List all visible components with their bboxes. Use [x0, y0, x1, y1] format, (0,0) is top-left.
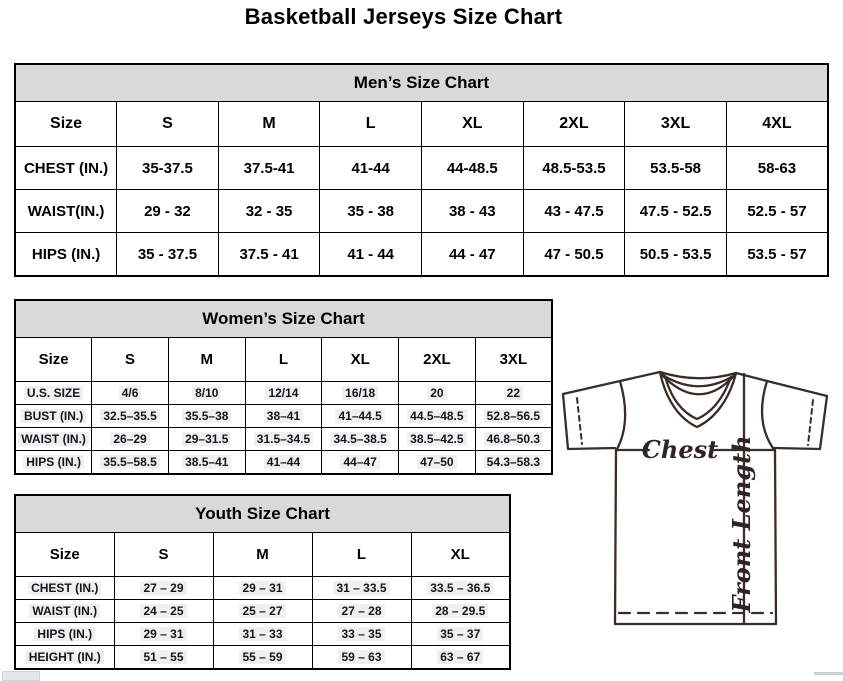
size-value: 50.5 - 53.5 [625, 233, 727, 277]
womens-size-chart [14, 299, 553, 475]
jersey-diagram-svg [553, 361, 838, 631]
size-value: 35.5–38 [168, 405, 245, 428]
table-row [15, 428, 552, 451]
size-value: 38.5–42.5 [399, 428, 476, 451]
table-title: Youth Size Chart [15, 495, 510, 533]
size-value: 37.5-41 [218, 147, 320, 190]
col-header: S [114, 533, 213, 577]
left-armhole-seam [616, 381, 625, 451]
size-value: 38–41 [245, 405, 322, 428]
left-sleeve-outline [563, 381, 620, 449]
row-label: U.S. SIZE [15, 382, 92, 405]
row-label: CHEST (IN.) [15, 577, 114, 600]
col-header: L [245, 338, 322, 382]
col-header: XL [411, 533, 510, 577]
size-value: 53.5-58 [625, 147, 727, 190]
col-header: Size [15, 533, 114, 577]
size-value: 41-44 [320, 147, 422, 190]
size-value: 33.5 – 36.5 [411, 577, 510, 600]
table-row [15, 233, 828, 277]
page-title: Basketball Jerseys Size Chart [244, 4, 563, 29]
size-value: 16/18 [322, 382, 399, 405]
table-title: Women’s Size Chart [15, 300, 552, 338]
right-shoulder-seam [736, 373, 767, 381]
size-value: 46.8–50.3 [475, 428, 552, 451]
size-value: 41–44 [245, 451, 322, 475]
size-value: 44 - 47 [422, 233, 524, 277]
collar-top-line [660, 372, 736, 378]
size-value: 47–50 [399, 451, 476, 475]
size-value: 31 – 33.5 [312, 577, 411, 600]
size-value: 35 - 37.5 [117, 233, 219, 277]
size-value: 52.5 - 57 [726, 190, 828, 233]
size-value: 29 – 31 [114, 623, 213, 646]
size-value: 37.5 - 41 [218, 233, 320, 277]
col-header: S [117, 102, 219, 147]
table-row [15, 382, 552, 405]
size-value: 31.5–34.5 [245, 428, 322, 451]
row-label: HIPS (IN.) [15, 451, 92, 475]
size-value: 31 – 33 [213, 623, 312, 646]
size-value: 47 - 50.5 [523, 233, 625, 277]
size-value: 38 - 43 [422, 190, 524, 233]
size-value: 58-63 [726, 147, 828, 190]
selection-handle-left[interactable] [2, 671, 40, 681]
col-header: 2XL [523, 102, 625, 147]
col-header: M [168, 338, 245, 382]
chest-label: Chest [641, 435, 719, 464]
col-header: XL [422, 102, 524, 147]
col-header: L [320, 102, 422, 147]
size-value: 35-37.5 [117, 147, 219, 190]
col-header: L [312, 533, 411, 577]
size-value: 29 – 31 [213, 577, 312, 600]
table-row [15, 190, 828, 233]
size-value: 55 – 59 [213, 646, 312, 670]
size-value: 33 – 35 [312, 623, 411, 646]
size-value: 48.5-53.5 [523, 147, 625, 190]
size-value: 8/10 [168, 382, 245, 405]
size-value: 47.5 - 52.5 [625, 190, 727, 233]
size-value: 34.5–38.5 [322, 428, 399, 451]
left-shoulder-seam [620, 372, 660, 381]
right-sleeve-outline [767, 381, 827, 449]
table-row [15, 577, 510, 600]
col-header: 2XL [399, 338, 476, 382]
size-value: 29–31.5 [168, 428, 245, 451]
size-value: 52.8–56.5 [475, 405, 552, 428]
size-value: 4/6 [92, 382, 169, 405]
table-row [15, 451, 552, 475]
size-value: 27 – 29 [114, 577, 213, 600]
size-value: 63 – 67 [411, 646, 510, 670]
size-value: 12/14 [245, 382, 322, 405]
mens-size-chart [14, 63, 829, 277]
body-right-edge [775, 451, 776, 624]
row-label: WAIST (IN.) [15, 600, 114, 623]
size-value: 35 – 37 [411, 623, 510, 646]
left-cuff-stitch [577, 398, 582, 444]
size-value: 20 [399, 382, 476, 405]
womens-size-table [14, 299, 553, 475]
col-header: Size [15, 338, 92, 382]
col-header: 4XL [726, 102, 828, 147]
youth-size-table [14, 494, 511, 670]
row-label: HIPS (IN.) [15, 623, 114, 646]
size-value: 43 - 47.5 [523, 190, 625, 233]
row-label: HIPS (IN.) [15, 233, 117, 277]
size-value: 44-48.5 [422, 147, 524, 190]
table-row [15, 600, 510, 623]
size-value: 32.5–35.5 [92, 405, 169, 428]
table-row [15, 646, 510, 670]
size-value: 41–44.5 [322, 405, 399, 428]
size-value: 41 - 44 [320, 233, 422, 277]
size-value: 38.5–41 [168, 451, 245, 475]
col-header: S [92, 338, 169, 382]
size-value: 29 - 32 [117, 190, 219, 233]
col-header: 3XL [475, 338, 552, 382]
size-value: 26–29 [92, 428, 169, 451]
row-label: WAIST(IN.) [15, 190, 117, 233]
col-header: XL [322, 338, 399, 382]
size-value: 54.3–58.3 [475, 451, 552, 475]
table-row [15, 147, 828, 190]
col-header: Size [15, 102, 117, 147]
size-value: 25 – 27 [213, 600, 312, 623]
size-value: 53.5 - 57 [726, 233, 828, 277]
right-cuff-stitch [808, 400, 813, 445]
size-value: 22 [475, 382, 552, 405]
col-header: 3XL [625, 102, 727, 147]
size-value: 35 - 38 [320, 190, 422, 233]
col-header: M [213, 533, 312, 577]
table-title: Men’s Size Chart [15, 64, 828, 102]
size-value: 51 – 55 [114, 646, 213, 670]
size-value: 44–47 [322, 451, 399, 475]
col-header: M [218, 102, 320, 147]
table-row [15, 623, 510, 646]
size-value: 24 – 25 [114, 600, 213, 623]
row-label: BUST (IN.) [15, 405, 92, 428]
row-label: HEIGHT (IN.) [15, 646, 114, 670]
right-armhole-seam [762, 381, 775, 451]
size-value: 28 – 29.5 [411, 600, 510, 623]
size-value: 44.5–48.5 [399, 405, 476, 428]
youth-size-chart [14, 494, 511, 670]
size-value: 27 – 28 [312, 600, 411, 623]
size-value: 59 – 63 [312, 646, 411, 670]
jersey-measurement-diagram [553, 361, 838, 631]
mens-size-table [14, 63, 829, 277]
selection-handle-right[interactable] [814, 672, 843, 675]
row-label: WAIST (IN.) [15, 428, 92, 451]
size-value: 32 - 35 [218, 190, 320, 233]
table-row [15, 405, 552, 428]
size-value: 35.5–58.5 [92, 451, 169, 475]
body-left-edge [615, 451, 616, 624]
row-label: CHEST (IN.) [15, 147, 117, 190]
front-length-label: Front Length [727, 435, 756, 613]
